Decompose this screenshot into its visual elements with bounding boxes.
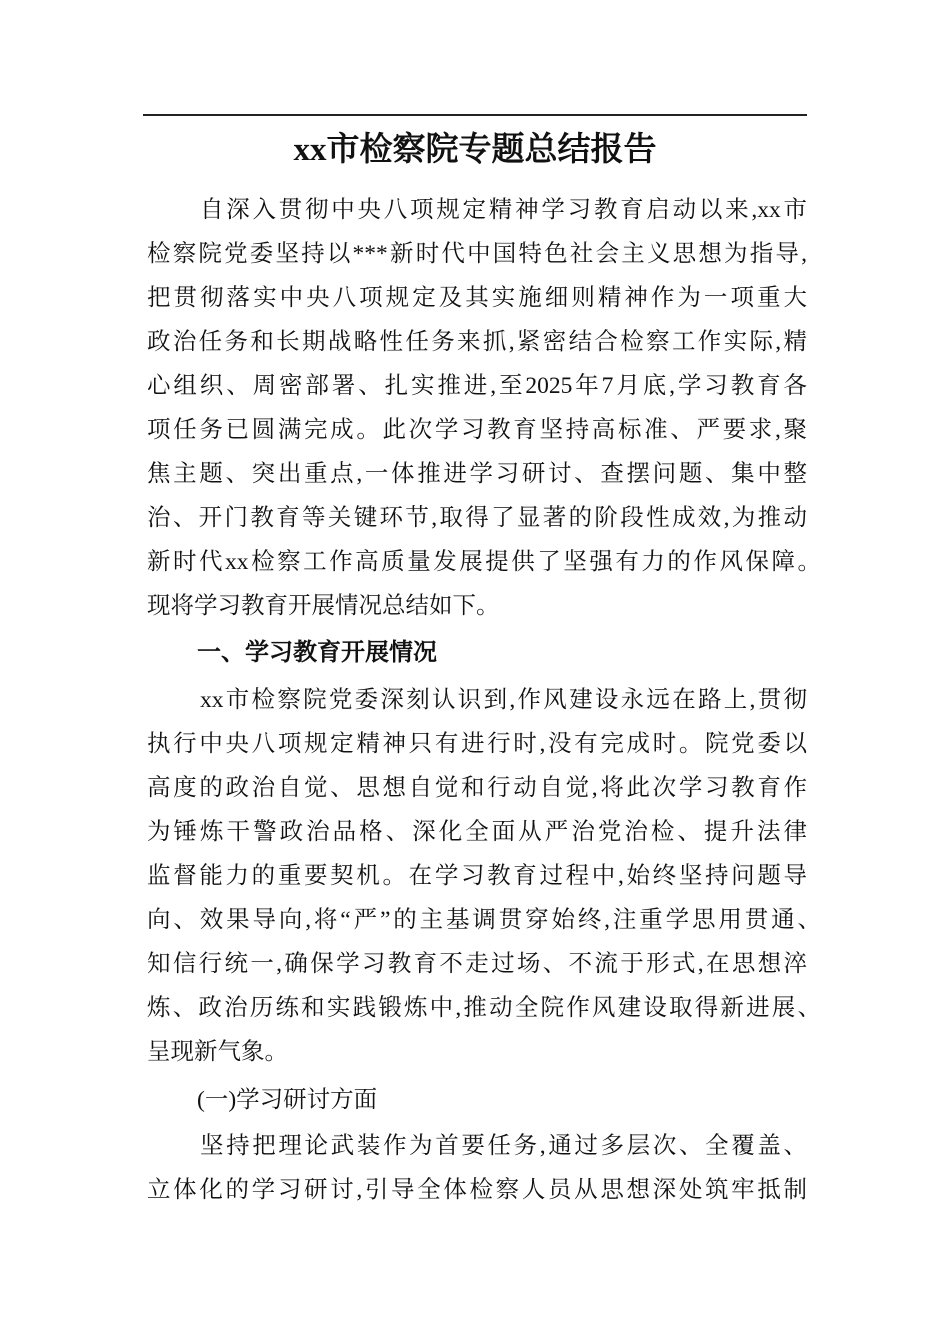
header-rule — [143, 114, 807, 116]
text-line: 治、开门教育等关键环节,取得了显著的阶段性成效,为推动 — [147, 505, 807, 531]
text-line: 新时代xx检察工作高质量发展提供了坚强有力的作风保障。 — [147, 549, 821, 575]
text-line: 高度的政治自觉、思想自觉和行动自觉,将此次学习教育作 — [147, 775, 807, 801]
intro-paragraph — [147, 188, 821, 628]
section-heading: 一、学习教育开展情况 — [197, 640, 437, 666]
text-line: 焦主题、突出重点,一体推进学习研讨、查摆问题、集中整 — [147, 461, 807, 487]
text-line: 心组织、周密部署、扎实推进,至2025年7月底,学习教育各 — [147, 373, 807, 399]
text-line: 把贯彻落实中央八项规定及其实施细则精神作为一项重大 — [147, 285, 807, 311]
text-line: 知信行统一,确保学习教育不走过场、不流于形式,在思想淬 — [147, 951, 807, 977]
text-line: 呈现新气象。 — [147, 1039, 288, 1065]
text-line: 为锤炼干警政治品格、深化全面从严治党治检、提升法律 — [147, 819, 807, 845]
document-body — [147, 188, 821, 1212]
text-line: 执行中央八项规定精神只有进行时,没有完成时。院党委以 — [147, 731, 807, 757]
section-paragraph — [147, 678, 821, 1074]
document-title: xx市检察院专题总结报告 — [293, 132, 657, 168]
text-line: 炼、政治历练和实践锻炼中,推动全院作风建设取得新进展、 — [147, 995, 821, 1021]
text-line: 自深入贯彻中央八项规定精神学习教育启动以来,xx市 — [200, 197, 807, 223]
text-line: 现将学习教育开展情况总结如下。 — [147, 593, 500, 619]
text-line: xx市检察院党委深刻认识到,作风建设永远在路上,贯彻 — [200, 687, 807, 713]
text-line: 政治任务和长期战略性任务来抓,紧密结合检察工作实际,精 — [147, 329, 807, 355]
subsection-heading: (一)学习研讨方面 — [197, 1087, 378, 1113]
text-line: 坚持把理论武装作为首要任务,通过多层次、全覆盖、 — [200, 1133, 807, 1159]
subsection-paragraph — [147, 1124, 807, 1212]
text-line: 检察院党委坚持以***新时代中国特色社会主义思想为指导, — [147, 241, 807, 267]
text-line: 监督能力的重要契机。在学习教育过程中,始终坚持问题导 — [147, 863, 807, 889]
text-line: 立体化的学习研讨,引导全体检察人员从思想深处筑牢抵制 — [147, 1177, 807, 1203]
text-line: 项任务已圆满完成。此次学习教育坚持高标准、严要求,聚 — [147, 417, 807, 443]
text-line: 向、效果导向,将“严”的主基调贯穿始终,注重学思用贯通、 — [147, 907, 821, 933]
